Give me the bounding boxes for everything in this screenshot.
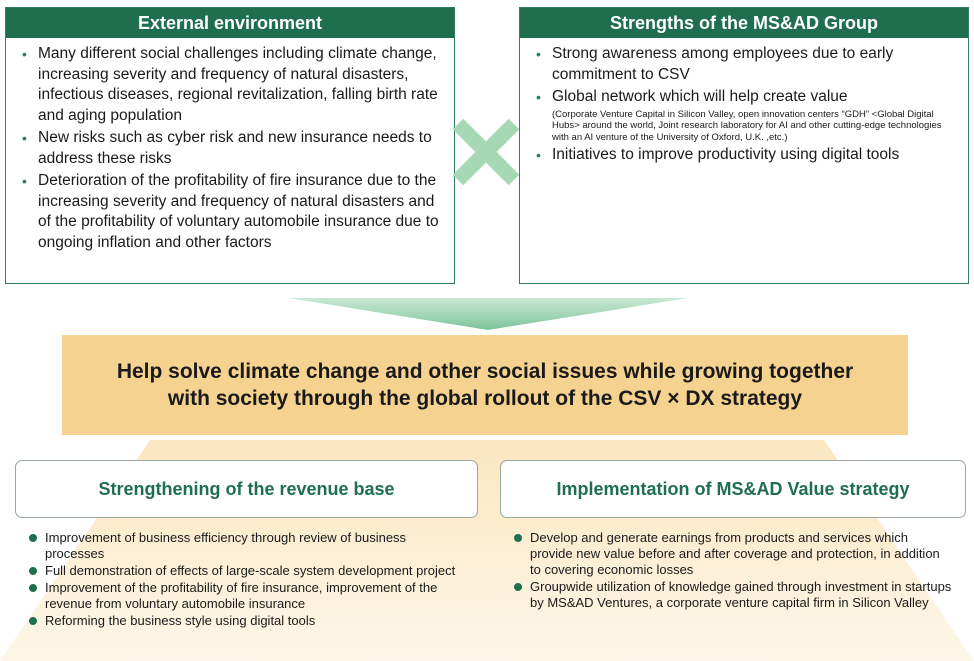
strength-item-text: Initiatives to improve productivity using digital tools: [552, 146, 900, 163]
list-item: • Many different social challenges including climate change, increasing severity and frequency of natural disasters, infectious diseases, regional revitalization, falling birth rate and aging population: [22, 44, 444, 126]
list-item: [536, 87, 958, 143]
external-environment-list: [6, 38, 454, 253]
result-line-2: with society through the global rollout of the CSV × DX strategy: [167, 387, 803, 410]
list-item: Reforming the business style using digital tools: [27, 613, 467, 629]
list-item: • Deterioration of the profitability of fire insurance due to the increasing severity and frequency of natural disasters and of the profitability of voluntary automobile insurance due to ongoing inflation and other factors: [22, 171, 444, 253]
revenue-base-heading: [15, 460, 478, 518]
value-strategy-title: Implementation of MS&AD Value strategy: [556, 478, 910, 499]
strengths-title: Strengths of the MS&AD Group: [520, 8, 968, 38]
value-strategy-list: [512, 530, 952, 612]
list-item: Groupwide utilization of knowledge gained through investment in startups by MS&AD Ventures, a corporate venture capital firm in Silicon Valley: [512, 579, 952, 611]
list-item: Improvement of business efficiency through review of business processes: [27, 530, 467, 562]
list-item: • New risks such as cyber risk and new insurance needs to address these risks: [22, 128, 444, 169]
strength-item-text: Strong awareness among employees due to early commitment to CSV: [552, 45, 894, 83]
list-item: Develop and generate earnings from products and services which provide new value before and after coverage and protection, in addition to covering economic losses: [512, 530, 952, 578]
result-statement: [62, 335, 908, 435]
strength-item-text: Global network which will help create value: [552, 88, 848, 105]
result-line-1: Help solve climate change and other social issues while growing together: [116, 360, 854, 383]
strength-item-note: (Corporate Venture Capital in Silicon Valley, open innovation centers “GDH” <Global Digital Hubs> around the world, Joint research laboratory for AI and other cutting-edge technologies with an AI venture of the University of Oxford, U.K. ,etc.): [552, 108, 942, 143]
strengths-list: [520, 38, 968, 166]
value-strategy-heading: [500, 460, 966, 518]
external-environment-title: External environment: [6, 8, 454, 38]
external-environment-box: [5, 7, 455, 284]
revenue-base-title: Strengthening of the revenue base: [98, 478, 395, 499]
list-item: Improvement of the profitability of fire insurance, improvement of the revenue from voluntary automobile insurance: [27, 580, 467, 612]
down-arrow-icon: [288, 298, 688, 330]
revenue-base-list: [27, 530, 467, 630]
list-item: Full demonstration of effects of large-scale system development project: [27, 563, 467, 579]
strengths-box: [519, 7, 969, 284]
cross-icon: [452, 118, 520, 186]
list-item: [536, 145, 958, 166]
list-item: [536, 44, 958, 85]
